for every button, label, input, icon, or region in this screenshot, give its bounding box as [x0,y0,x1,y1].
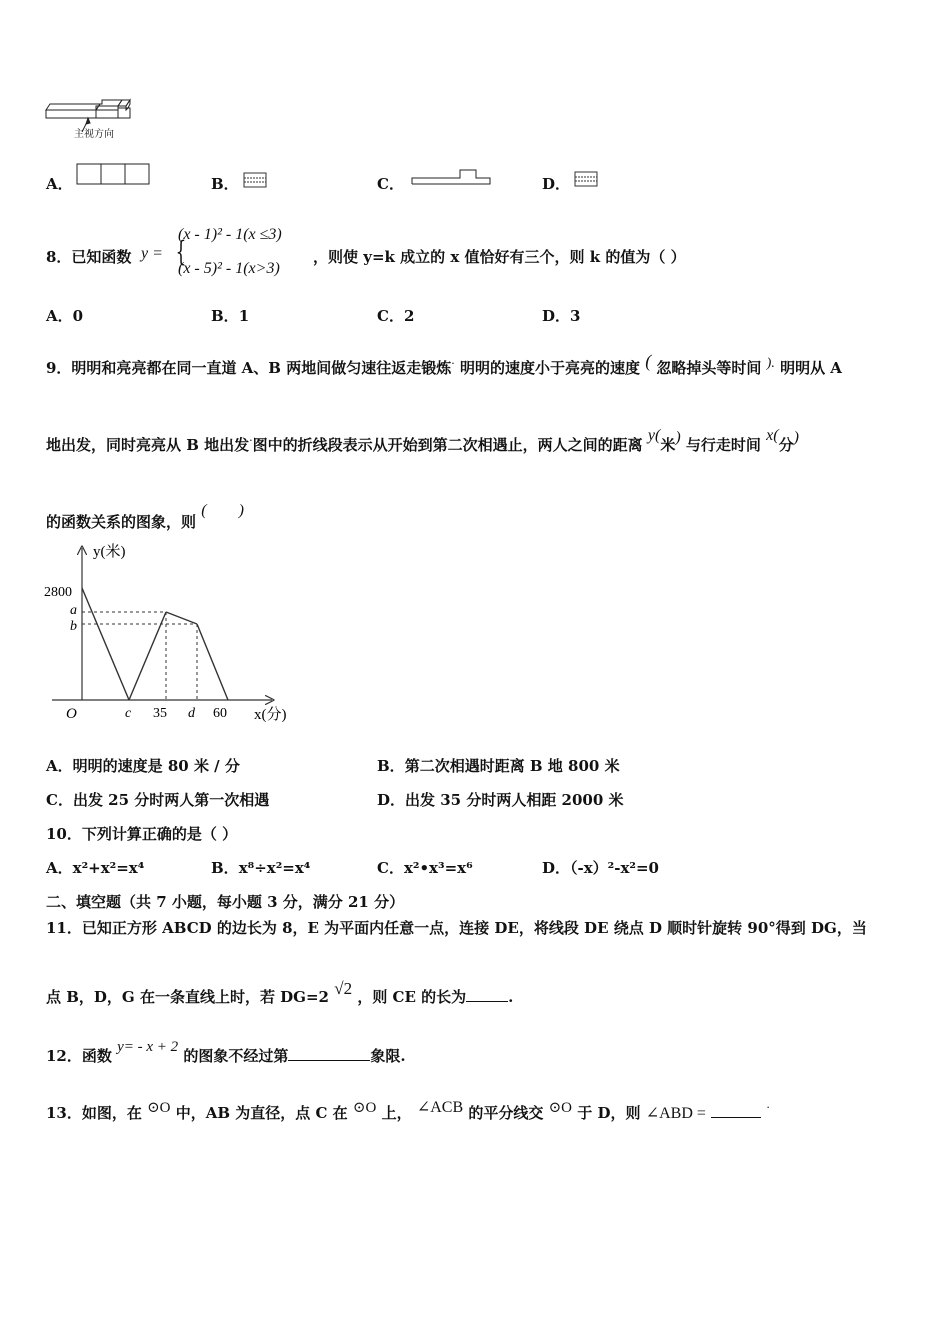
q8-number: 8．已知函数 [46,248,132,266]
x-axis-label: x(分) [254,707,287,723]
sqrt-two: √2 [334,979,353,998]
q10-option-a[interactable]: A．x²+x²=x⁴ [46,859,145,877]
q11-answer-blank[interactable] [466,987,508,1002]
q8-brace: { [175,235,187,268]
lined-rectangle-view-b [243,172,269,190]
q9-distance-time-graph [40,538,310,728]
q8-option-d[interactable]: D．3 [542,307,581,325]
distance-segment-4 [197,624,228,700]
y-tick-2800: 2800 [44,585,72,600]
y-tick-b: b [70,619,77,634]
q8-option-a[interactable]: A．0 [46,307,84,325]
q12-formula: y= - x + 2 [117,1039,179,1055]
q10-option-b[interactable]: B．x⁸÷x²=x⁴ [211,859,311,877]
q10-option-d[interactable]: D．（-x）²-x²=0 [542,859,659,877]
x-tick-60: 60 [213,706,227,721]
distance-segment-1 [82,588,129,700]
q8-piece-1: (x - 1)² - 1(x ≤3) [178,226,282,243]
q9-line-3: 的函数关系的图象，则 ( ) [46,502,244,531]
q9-option-c[interactable]: C．出发 25 分时两人第一次相遇 [46,791,270,809]
q13-line: 13．如图，在 ⊙O 中，AB 为直径，点 C 在 ⊙O 上， ∠ACB 的平分线交 ⊙O 于 D，则 ∠ABD = . [46,1098,770,1122]
q7-option-b[interactable]: B． [211,175,239,193]
q7-option-a[interactable]: A． [46,175,73,193]
q12-line: 12．函数 y= - x + 2 的图象不经过第 象限. [46,1039,406,1065]
q13-answer-blank[interactable] [711,1103,761,1118]
y-axis-label: y(米) [93,544,126,560]
q7-option-c[interactable]: C． [377,175,404,193]
q8-func-lhs: y = [141,245,163,262]
view-direction-label: 主视方向 [74,129,114,140]
q8-text: ，则使 y=k 成立的 x 值恰好有三个，则 k 的值为（ ） [313,248,686,266]
x-tick-d: d [188,706,195,721]
q8-option-c[interactable]: C．2 [377,307,415,325]
q9-option-d[interactable]: D．出发 35 分时两人相距 2000 米 [377,791,624,809]
distance-segment-3 [166,612,197,624]
origin-label: O [66,706,77,722]
q11-line-1: 11．已知正方形 ABCD 的边长为 8，E 为平面内任意一点，连接 DE，将线段 DE 绕点 D 顺时针旋转 90°得到 DG，当 [46,919,867,937]
three-squares-view [76,163,152,187]
q9-option-b[interactable]: B．第二次相遇时距离 B 地 800 米 [377,757,620,775]
q8-piece-2: (x - 5)² - 1(x>3) [178,260,280,277]
q8-option-b[interactable]: B．1 [211,307,250,325]
q9-line-1: 9．明明和亮亮都在同一直道 A、B 两地间做匀速往返走锻炼· 明明的速度小于亮亮的速度 ( 忽略掉头等时间 ). 明明从 A [46,351,842,377]
q9-line-2: 地出发，同时亮亮从 B 地出发·图中的折线段表示从开始到第二次相遇止，两人之间的距离 y(米) 与行走时间 x(分) [46,427,799,454]
q9-option-a[interactable]: A．明明的速度是 80 米 / 分 [46,757,240,775]
y-tick-a: a [70,603,77,618]
q10-stem: 10．下列计算正确的是（ ） [46,825,238,843]
stepped-outline-view [410,166,494,188]
section-2-title: 二、填空题（共 7 小题，每小题 3 分，满分 21 分） [46,893,405,911]
q7-option-d[interactable]: D． [542,175,571,193]
distance-segment-2 [129,612,166,700]
x-tick-35: 35 [153,706,167,721]
q12-answer-blank[interactable] [288,1046,370,1061]
q10-option-c[interactable]: C．x²•x³=x⁶ [377,859,473,877]
x-tick-c: c [125,706,132,721]
q11-line-2: 点 B，D，G 在一条直线上时，若 DG=2 √2 ，则 CE 的长为 . [46,979,514,1006]
lined-rectangle-view-d [574,171,600,189]
